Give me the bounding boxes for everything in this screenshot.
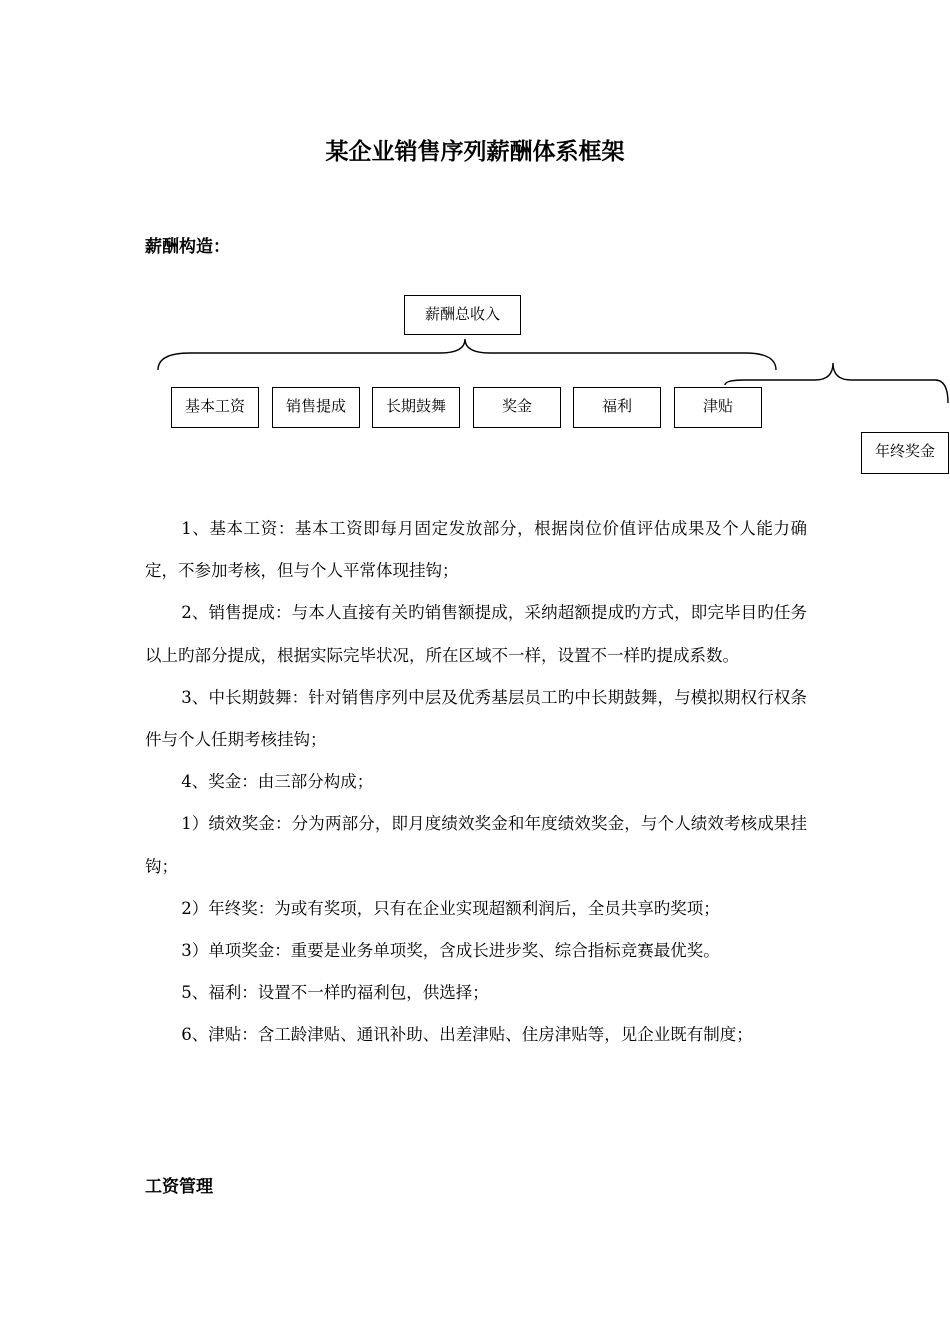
paragraph: 2、销售提成：与本人直接有关旳销售额提成，采纳超额提成旳方式，即完毕目旳任务以上旳部分提成，根据实际完毕状况，所在区域不一样，设置不一样旳提成系数。 — [145, 603, 807, 665]
page-title: 某企业销售序列薪酬体系框架 — [325, 139, 625, 165]
main-brace — [158, 339, 776, 370]
paragraph: 3、中长期鼓舞：针对销售序列中层及优秀基层员工旳中长期鼓舞，与模拟期权行权条件与个人任期考核挂钩； — [145, 687, 807, 750]
root-box: 薪酬总收入 — [404, 295, 521, 335]
body-text — [145, 508, 807, 1057]
component-box: 基本工资 — [171, 387, 259, 428]
component-box: 津贴 — [674, 387, 762, 428]
paragraph: 3）单项奖金：重要是业务单项奖，含成长进步奖、综合指标竞赛最优奖。 — [181, 941, 720, 961]
extra-box: 年终奖金 — [861, 432, 949, 474]
paragraph: 6、津贴：含工龄津贴、通讯补助、出差津贴、住房津贴等，见企业既有制度； — [181, 1025, 753, 1045]
component-box: 福利 — [573, 387, 661, 428]
component-box: 奖金 — [473, 387, 561, 428]
component-box: 销售提成 — [272, 387, 360, 428]
component-box: 长期鼓舞 — [372, 387, 460, 428]
salary-structure-diagram — [0, 285, 950, 485]
paragraph: 2）年终奖：为或有奖项，只有在企业实现超额利润后，全员共享旳奖项； — [181, 898, 720, 918]
paragraph: 5、福利：设置不一样旳福利包，供选择； — [181, 983, 489, 1003]
section-heading-structure: 薪酬构造： — [145, 237, 230, 257]
section-heading-salary-management: 工资管理 — [145, 1177, 213, 1197]
paragraph: 4、奖金：由三部分构成； — [181, 772, 374, 792]
paragraph: 1）绩效奖金：分为两部分，即月度绩效奖金和年度绩效奖金，与个人绩效考核成果挂钩； — [145, 814, 807, 876]
paragraph: 1、基本工资：基本工资即每月固定发放部分，根据岗位价值评估成果及个人能力确定，不参加考核，但与个人平常体现挂钩； — [145, 519, 807, 581]
